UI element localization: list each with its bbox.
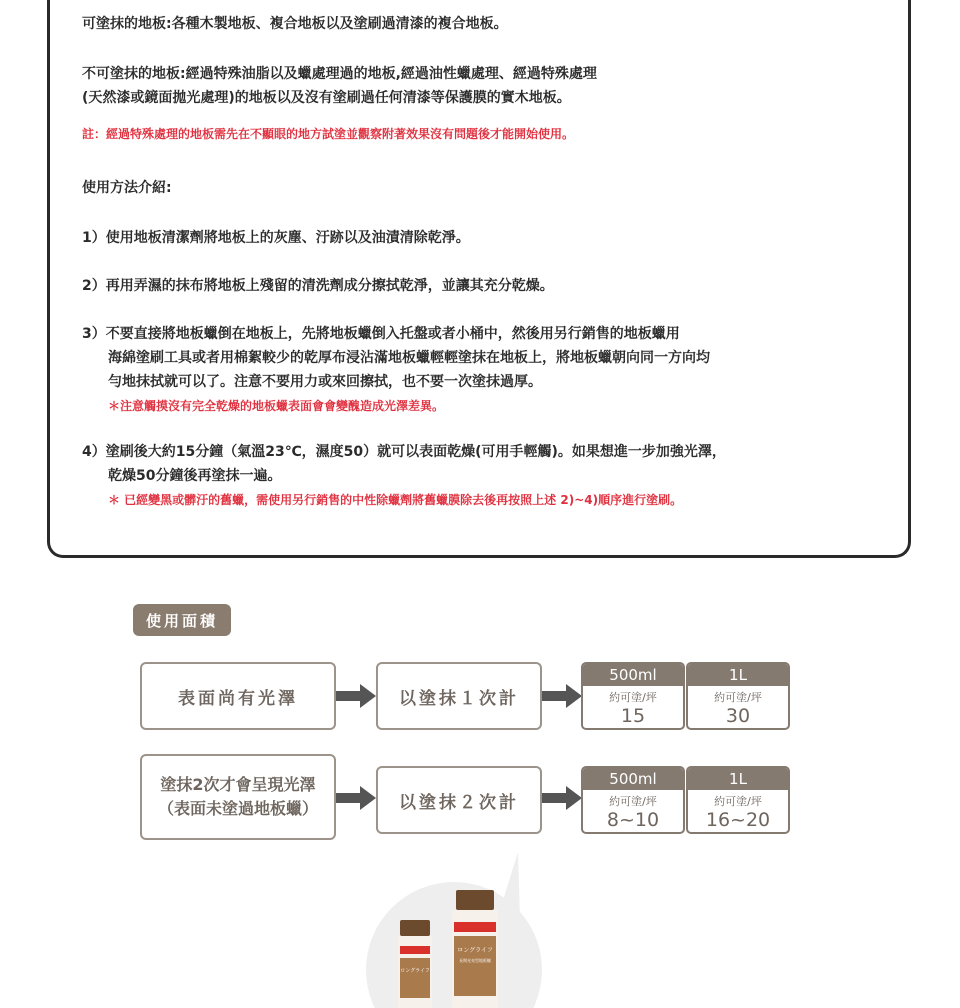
capacity-unit: 約可塗/坪 bbox=[609, 691, 657, 704]
capacity-size: 500ml bbox=[583, 768, 683, 790]
capacity-1l bbox=[686, 662, 790, 730]
non-applicable-floors: 不可塗抹的地板:經過特殊油脂以及蠟處理過的地板,經過油性蠟處理、經過特殊處理 bbox=[82, 66, 597, 82]
non-applicable-floors-cont: (天然漆或鏡面拋光處理)的地板以及沒有塗刷過任何清漆等保護膜的實木地板。 bbox=[82, 90, 571, 106]
capacity-unit: 約可塗/坪 bbox=[714, 691, 762, 704]
condition-box bbox=[140, 662, 336, 730]
product-image bbox=[360, 850, 560, 1008]
arrow-icon bbox=[542, 684, 582, 708]
arrow-icon bbox=[336, 786, 376, 810]
coats-box bbox=[376, 662, 542, 730]
step-4-note: ＊ 已經變黑或髒汙的舊蠟，需使用另行銷售的中性除蠟劑將舊蠟膜除去後再按照上述 2)~4)順序進行塗刷。 bbox=[108, 493, 683, 507]
step-2: 2）再用弄濕的抹布將地板上殘留的清洗劑成分擦拭乾淨，並讓其充分乾燥。 bbox=[82, 278, 554, 294]
capacity-500ml bbox=[581, 662, 685, 730]
product-brand-label: 長期光亮型地板蠟 bbox=[459, 958, 491, 963]
step-3-cont2: 勻地抹拭就可以了。注意不要用力或來回擦拭，也不要一次塗抹過厚。 bbox=[108, 374, 542, 390]
test-note: 註：經過特殊處理的地板需先在不顯眼的地方試塗並觀察附著效果沒有問題後才能開始使用。 bbox=[82, 127, 575, 141]
arrow-icon bbox=[542, 786, 582, 810]
condition-subtext: （表面未塗過地板蠟） bbox=[157, 799, 318, 818]
condition-text: 塗抹2次才會呈現光澤 bbox=[160, 775, 316, 794]
applicable-floors: 可塗抹的地板:各種木製地板、複合地板以及塗刷過清漆的複合地板。 bbox=[82, 16, 508, 32]
capacity-value: 8~10 bbox=[606, 809, 660, 831]
arrow-icon bbox=[336, 684, 376, 708]
coats-box bbox=[376, 766, 542, 834]
step-1: 1）使用地板清潔劑將地板上的灰塵、汙跡以及油漬清除乾淨。 bbox=[82, 230, 470, 246]
capacity-unit: 約可塗/坪 bbox=[714, 795, 762, 808]
coats-text: 以塗抹２次計 bbox=[399, 792, 519, 813]
usage-heading: 使用方法介紹: bbox=[82, 180, 172, 196]
step-3: 3）不要直接將地板蠟倒在地板上，先將地板蠟倒入托盤或者小桶中，然後用另行銷售的地板蠟用 bbox=[82, 326, 680, 342]
step-4: 4）塗刷後大約15分鐘（氣溫23℃，濕度50）就可以表面乾燥(可用手輕觸)。如果想進一步加強光澤， bbox=[82, 444, 726, 460]
capacity-value: 30 bbox=[725, 705, 751, 727]
capacity-value: 15 bbox=[620, 705, 646, 727]
capacity-size: 1L bbox=[688, 664, 788, 686]
capacity-unit: 約可塗/坪 bbox=[609, 795, 657, 808]
step-3-note: ＊注意觸摸沒有完全乾燥的地板蠟表面會會變醜造成光澤差異。 bbox=[108, 399, 445, 413]
product-label-large: ロングライフ bbox=[457, 947, 493, 954]
product-label-small: ロングライフ bbox=[400, 968, 430, 974]
capacity-1l bbox=[686, 766, 790, 834]
capacity-size: 500ml bbox=[583, 664, 683, 686]
capacity-size: 1L bbox=[688, 768, 788, 790]
coverage-badge: 使用面積 bbox=[133, 604, 231, 636]
condition-box bbox=[140, 754, 336, 840]
step-4-cont: 乾燥50分鐘後再塗抹一遍。 bbox=[108, 468, 282, 484]
coats-text: 以塗抹１次計 bbox=[399, 688, 519, 709]
condition-text: 表面尚有光澤 bbox=[178, 688, 298, 709]
capacity-value: 16~20 bbox=[705, 809, 771, 831]
step-3-cont: 海綿塗刷工具或者用棉絮較少的乾厚布浸沾滿地板蠟輕輕塗抹在地板上，將地板蠟朝向同一方向均 bbox=[108, 350, 710, 366]
capacity-500ml bbox=[581, 766, 685, 834]
